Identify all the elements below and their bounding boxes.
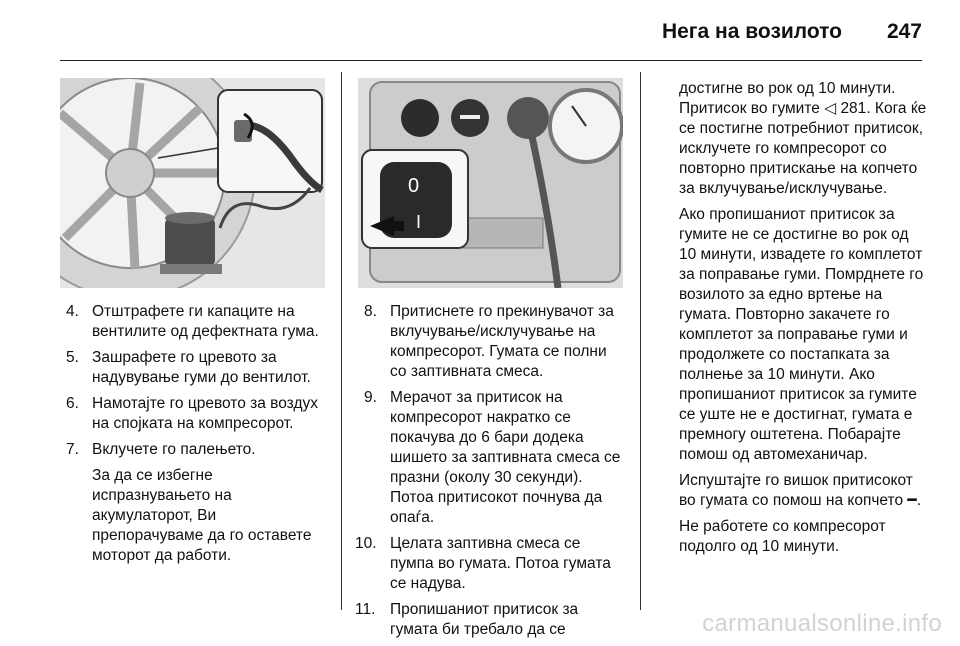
switch-off-label: 0: [408, 175, 420, 197]
compressor-panel-illustration: [358, 78, 623, 288]
list-item: 9. Мерачот за притисок на компресорот накратко се покачува до 6 бари додека шишето за заптивната смеса се празни (околу 30 секунди). Потоа притисокот почнува да опаѓа.: [364, 389, 621, 526]
steps-list-column-2: [355, 302, 627, 646]
column-divider-left: [341, 72, 342, 610]
page-header: [0, 0, 960, 64]
list-item: 8. Притиснете го прекинувачот за вклучување/исклучување на компресорот. Гумата се полни со заптивната смеса.: [364, 303, 614, 380]
watermark: carmanualsonline.info: [702, 610, 942, 637]
switch-on-label: I: [416, 212, 422, 232]
step-note: За да се избегне испразнувањето на акумулаторот, Ви препорачуваме да го оставете моторот да работи.: [92, 467, 312, 564]
compressor-base-icon: [160, 264, 222, 274]
page-reference-icon: ◁: [824, 100, 837, 117]
page-number: 247: [886, 20, 922, 43]
list-item: 10. Целата заптивна смеса се пумпа во гумата. Потоа гумата се надува.: [355, 535, 611, 592]
page-title: Нега на возилото: [661, 20, 842, 43]
wheel-hub-icon: [106, 149, 154, 197]
steps-list-column-1: [66, 302, 328, 572]
list-item: 4. Отштрафете ги капаците на вентилите од дефектната гума.: [66, 303, 319, 340]
power-switch-icon: [401, 99, 439, 137]
column-divider-right: [640, 72, 641, 610]
list-item: 7. Вклучете го палењето. За да се избегне испразнувањето на акумулаторот, Ви препорачуваме да го оставете моторот да работи.: [66, 440, 328, 566]
page-reference-link[interactable]: 281: [840, 100, 867, 117]
list-item: 5. Зашрафете го цревото за надувување гуми до вентилот.: [66, 349, 311, 386]
paragraph: достигне во рок од 10 минути. Притисок во гумите ◁ 281. Кога ќе се постигне потребниот притисок, исклучете го компресорот со повторно притискање на копчето за вклучување/исклучување.: [679, 80, 927, 197]
paragraph: Ако пропишаниот притисок за гумите не се достигне во рок од 10 минути, извадете го комплетот за поправање гуми. Помрднете го возилото за едно вртење на гумата. Повторно закачете го комплетот за поправање гуми и продолжете со постапката за полнење за 10 минути. Ако пропишаниот притисок за гумите се уште не е достигнат, гумата е премногу оштетена. Побарајте помош од автомеханичар.: [679, 206, 924, 463]
compressor-body-icon: [165, 218, 215, 266]
tyre-compressor-illustration: [60, 78, 325, 288]
paragraph: Не работете со компресорот подолго од 10 минути.: [679, 518, 886, 555]
figure-compressor-switch: [358, 78, 623, 288]
header-divider: [60, 60, 922, 61]
figure-compressor-on-tyre: [60, 78, 325, 288]
text-column-3: [679, 79, 929, 563]
list-item: 6. Намотајте го цревото за воздух на спојката на компресорот.: [66, 395, 318, 432]
paragraph: Испуштајте го вишок притисокот во гумата со помош на копчето ━.: [679, 472, 922, 509]
minus-button-icon: ━: [907, 492, 917, 509]
list-item: 11. Пропишаниот притисок за гумата би требало да се: [355, 601, 579, 638]
